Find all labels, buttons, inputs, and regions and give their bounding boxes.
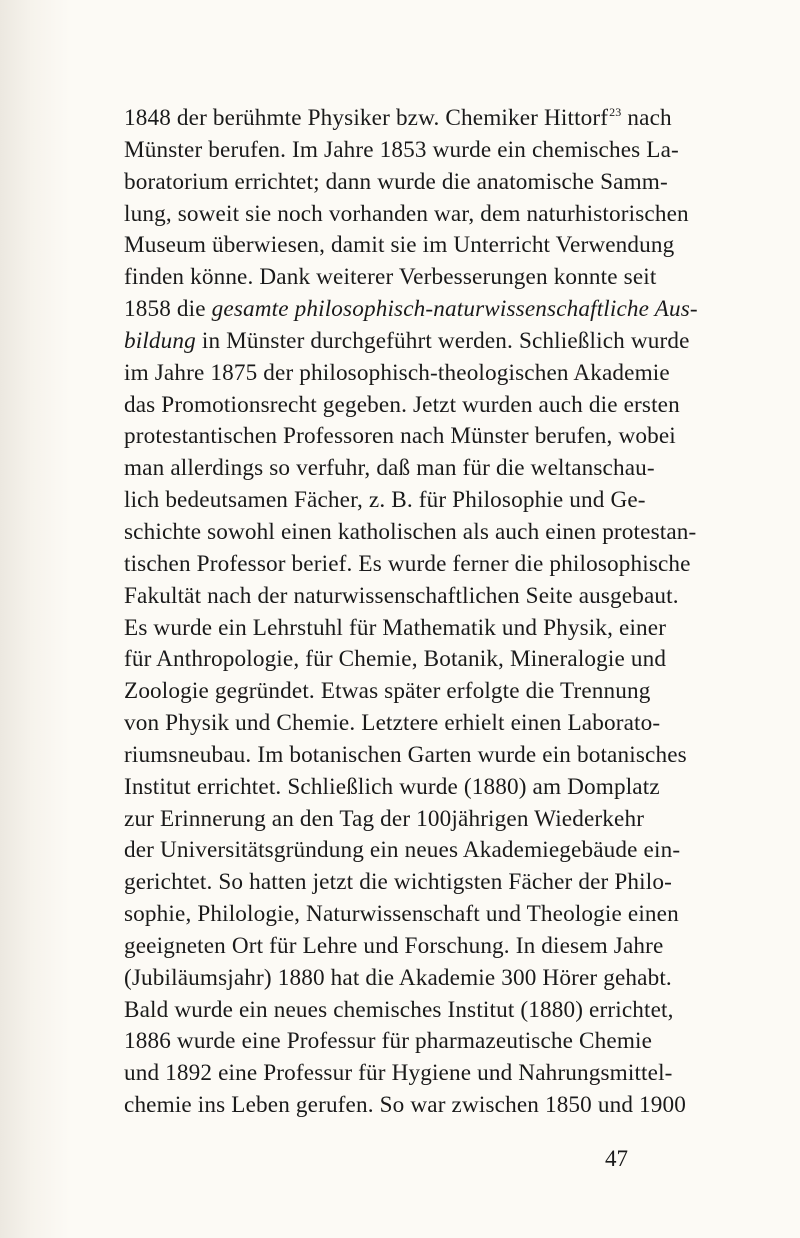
text-line xyxy=(124,963,672,995)
text-line xyxy=(124,294,698,326)
line-text: finden könne. Dank weiterer Verbesserungen konnte seit xyxy=(124,264,657,291)
text-line xyxy=(124,1026,653,1058)
line-text: Fakultät nach der naturwissenschaftlichen Seite ausgebaut. xyxy=(124,582,679,609)
text-line xyxy=(124,358,670,390)
text-line xyxy=(124,230,675,262)
line-text: der Universitätsgründung ein neues Akademiegebäude ein- xyxy=(124,837,681,864)
italic-text: gesamte philosophisch-naturwissenschaftliche Aus- xyxy=(211,296,698,323)
line-text: von Physik und Chemie. Letztere erhielt einen Laborato- xyxy=(124,710,661,737)
text-line xyxy=(124,262,657,294)
footnote-reference: 23 xyxy=(609,105,622,119)
text-line xyxy=(124,1058,673,1090)
line-text: tischen Professor berief. Es wurde ferner die philosophische xyxy=(124,550,691,577)
line-text: (Jubiläumsjahr) 1880 hat die Akademie 300 Hörer gehabt. xyxy=(124,964,672,991)
line-text: Institut errichtet. Schließlich wurde (1880) am Domplatz xyxy=(124,773,660,800)
line-text: sophie, Philologie, Naturwissenschaft und Theologie einen xyxy=(124,901,679,928)
line-text: zur Erinnerung an den Tag der 100jährigen Wiederkehr xyxy=(124,805,645,832)
text-line xyxy=(124,676,651,708)
line-text: boratorium errichtet; dann wurde die anatomische Samm- xyxy=(124,168,668,195)
text-line xyxy=(124,835,681,867)
text-line xyxy=(124,421,676,453)
line-text: Münster berufen. Im Jahre 1853 wurde ein chemisches La- xyxy=(124,136,679,163)
text-line xyxy=(124,326,690,358)
line-text: chemie ins Leben gerufen. So war zwischen 1850 und 1900 xyxy=(124,1092,687,1119)
line-text: schichte sowohl einen katholischen als auch einen protestan- xyxy=(124,518,697,545)
text-line xyxy=(124,899,679,931)
text-line xyxy=(124,772,660,804)
line-text: 1886 wurde eine Professur für pharmazeutische Chemie xyxy=(124,1028,653,1055)
line-text: Bald wurde ein neues chemisches Institut (1880) errichtet, xyxy=(124,996,674,1023)
text-line xyxy=(124,740,687,772)
line-text: gerichtet. So hatten jetzt die wichtigsten Fächer der Philo- xyxy=(124,869,672,896)
page-number: 47 xyxy=(605,1146,628,1171)
line-text: für Anthropologie, für Chemie, Botanik, Mineralogie und xyxy=(124,646,667,673)
text-line xyxy=(124,453,655,485)
line-text: man allerdings so verfuhr, daß man für die weltanschau- xyxy=(124,455,655,482)
text-line xyxy=(124,708,661,740)
line-text: lung, soweit sie noch vorhanden war, dem naturhistorischen xyxy=(124,200,689,227)
line-text: das Promotionsrecht gegeben. Jetzt wurden auch die ersten xyxy=(124,391,680,418)
text-line xyxy=(124,644,667,676)
text-line xyxy=(124,867,672,899)
text-line xyxy=(124,167,668,199)
text-line xyxy=(124,549,691,581)
line-text: 1848 der berühmte Physiker bzw. Chemiker Hittorf xyxy=(124,105,609,131)
text-line xyxy=(124,485,646,517)
line-text: 1858 die xyxy=(124,296,212,323)
line-text: und 1892 eine Professur für Hygiene und Nahrungsmittel- xyxy=(124,1060,673,1087)
text-line xyxy=(124,199,689,231)
text-line xyxy=(124,390,680,422)
text-line xyxy=(124,804,645,836)
text-line xyxy=(124,517,697,549)
page-gutter-shadow xyxy=(0,0,70,1238)
line-text: geeigneten Ort für Lehre und Forschung. In diesem Jahre xyxy=(124,932,664,959)
line-text: in Münster durchgeführt werden. Schließlich wurde xyxy=(195,327,690,354)
line-text: im Jahre 1875 der philosophisch-theologischen Akademie xyxy=(124,359,670,386)
line-text: nach xyxy=(621,105,672,131)
text-line xyxy=(124,613,667,645)
line-text: Museum überwiesen, damit sie im Unterricht Verwendung xyxy=(124,232,675,259)
text-line xyxy=(124,581,679,613)
line-text: Es wurde ein Lehrstuhl für Mathematik und Physik, einer xyxy=(124,614,667,641)
line-text: riumsneubau. Im botanischen Garten wurde ein botanisches xyxy=(124,741,687,768)
text-line xyxy=(124,931,664,963)
line-text: Zoologie gegründet. Etwas später erfolgte die Trennung xyxy=(124,678,651,705)
italic-text: bildung xyxy=(124,327,196,354)
line-text: protestantischen Professoren nach Münster berufen, wobei xyxy=(124,423,676,450)
text-line xyxy=(124,995,674,1027)
body-text xyxy=(124,103,698,1122)
line-text: lich bedeutsamen Fächer, z. B. für Philosophie und Ge- xyxy=(124,487,646,514)
text-line xyxy=(124,103,672,135)
text-line xyxy=(124,135,679,167)
text-line xyxy=(124,1090,687,1122)
